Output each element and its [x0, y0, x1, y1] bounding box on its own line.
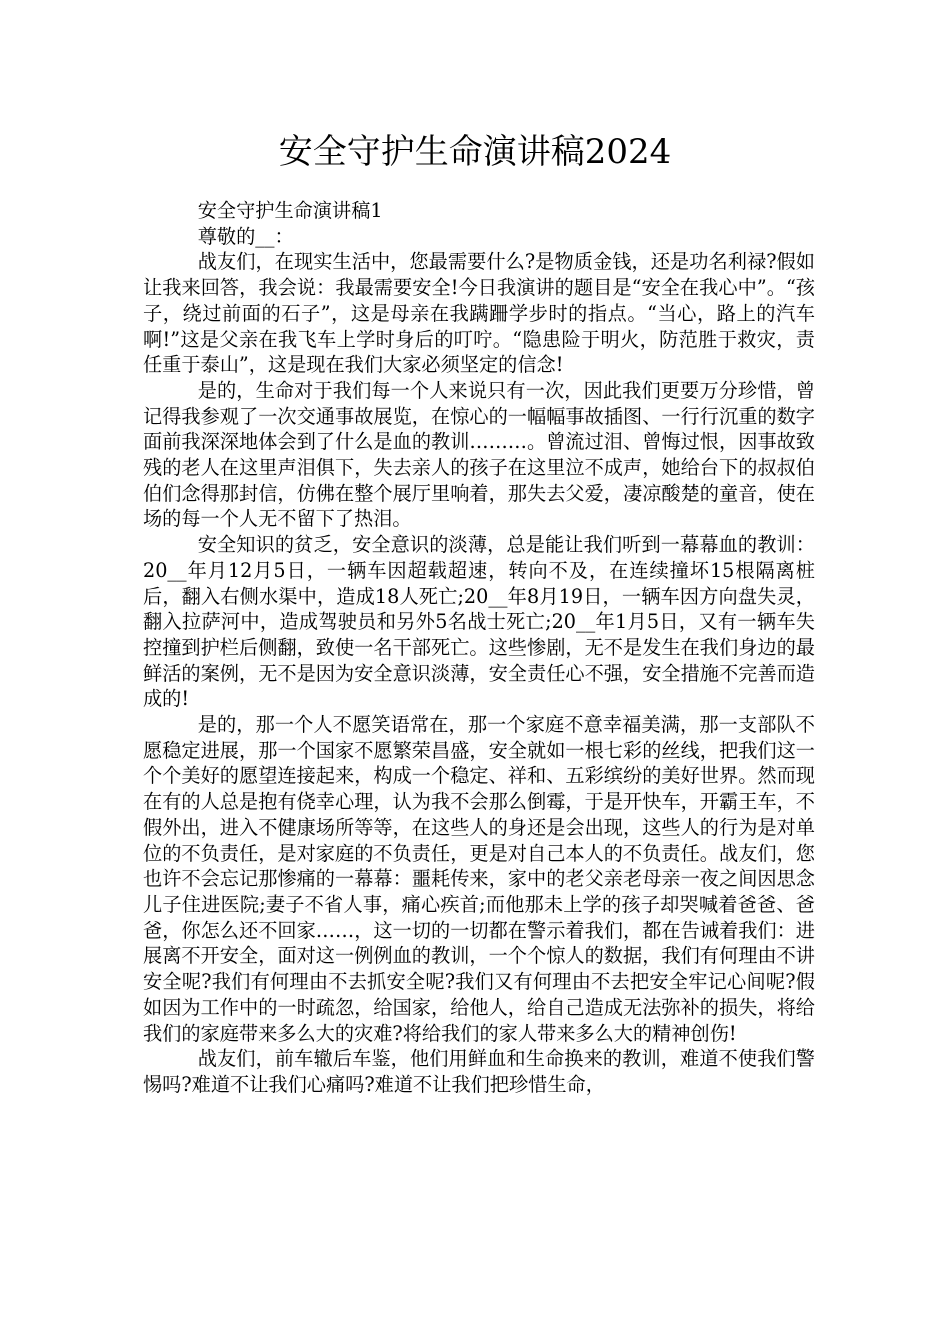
body-paragraph-1: 战友们，在现实生活中，您最需要什么?是物质金钱，还是功名利禄?假如让我来回答，我会说：我最需要安全!今日我演讲的题目是“安全在我心中”。“孩子，绕过前面的石子”，这是母亲在我蹒跚学步时的指点。“当心，路上的汽车啊!”这是父亲在我飞车上学时身后的叮咛。“隐患险于明火，防范胜于救灾，责任重于泰山”，这是现在我们大家必须坚定的信念! — [143, 250, 815, 377]
document-body — [143, 198, 815, 1098]
body-paragraph-5: 战友们，前车辙后车鉴，他们用鲜血和生命换来的教训，难道不使我们警惕吗?难道不让我们心痛吗?难道不让我们把珍惜生命， — [143, 1047, 815, 1096]
salutation: 尊敬的__： — [197, 224, 294, 248]
section-heading: 安全守护生命演讲稿1 — [197, 199, 383, 222]
body-paragraph-2: 是的，生命对于我们每一个人来说只有一次，因此我们更要万分珍惜，曾记得我参观了一次交通事故展览，在惊心的一幅幅事故插图、一行行沉重的数字面前我深深地体会到了什么是血的教训………。曾流过泪、曾悔过恨，因事故致残的老人在这里声泪俱下，失去亲人的孩子在这里泣不成声，她给台下的叔叔伯伯们念得那封信，仿佛在整个展厅里响着，那失去父爱，凄凉酸楚的童音，使在场的每一个人无不留下了热泪。 — [143, 378, 815, 531]
body-paragraph-4: 是的，那一个人不愿笑语常在，那一个家庭不意幸福美满，那一支部队不愿稳定进展，那一个国家不愿繁荣昌盛，安全就如一根七彩的丝线，把我们这一个个美好的愿望连接起来，构成一个稳定、祥和、五彩缤纷的美好世界。然而现在有的人总是抱有侥幸心理，认为我不会那么倒霉，于是开快车，开霸王车，不假外出，进入不健康场所等等，在这些人的身还是会出现，这些人的行为是对单位的不负责任，是对家庭的不负责任，更是对自己本人的不负责任。战友们，您也许不会忘记那惨痛的一幕幕：噩耗传来，家中的老父亲老母亲一夜之间因思念儿子住进医院;妻子不省人事，痛心疾首;而他那未上学的孩子却哭喊着爸爸、爸爸，你怎么还不回家……，这一切的一切都在警示着我们，都在告诫着我们：进展离不开安全，面对这一例例血的教训，一个个惊人的数据，我们有何理由不讲安全呢?我们有何理由不去抓安全呢?我们又有何理由不去把安全牢记心间呢?假如因为工作中的一时疏忽，给国家，给他人，给自己造成无法弥补的损失，将给我们的家庭带来多么大的灾难?将给我们的家人带来多么大的精神创伤! — [143, 713, 815, 1045]
body-paragraph-3: 安全知识的贫乏，安全意识的淡薄，总是能让我们听到一幕幕血的教训：20__年月12月5日，一辆车因超载超速，转向不及，在连续撞坏15根隔离桩后，翻入右侧水渠中，造成18人死亡;20__年8月19日，一辆车因方向盘失灵，翻入拉萨河中，造成驾驶员和另外5名战士死亡;20__年1月5日，又有一辆车失控撞到护栏后侧翻，致使一名干部死亡。这些惨剧，无不是发生在我们身边的最鲜活的案例，无不是因为安全意识淡薄，安全责任心不强，安全措施不完善而造成的! — [143, 533, 815, 711]
document-title: 安全守护生命演讲稿2024 — [278, 132, 672, 172]
